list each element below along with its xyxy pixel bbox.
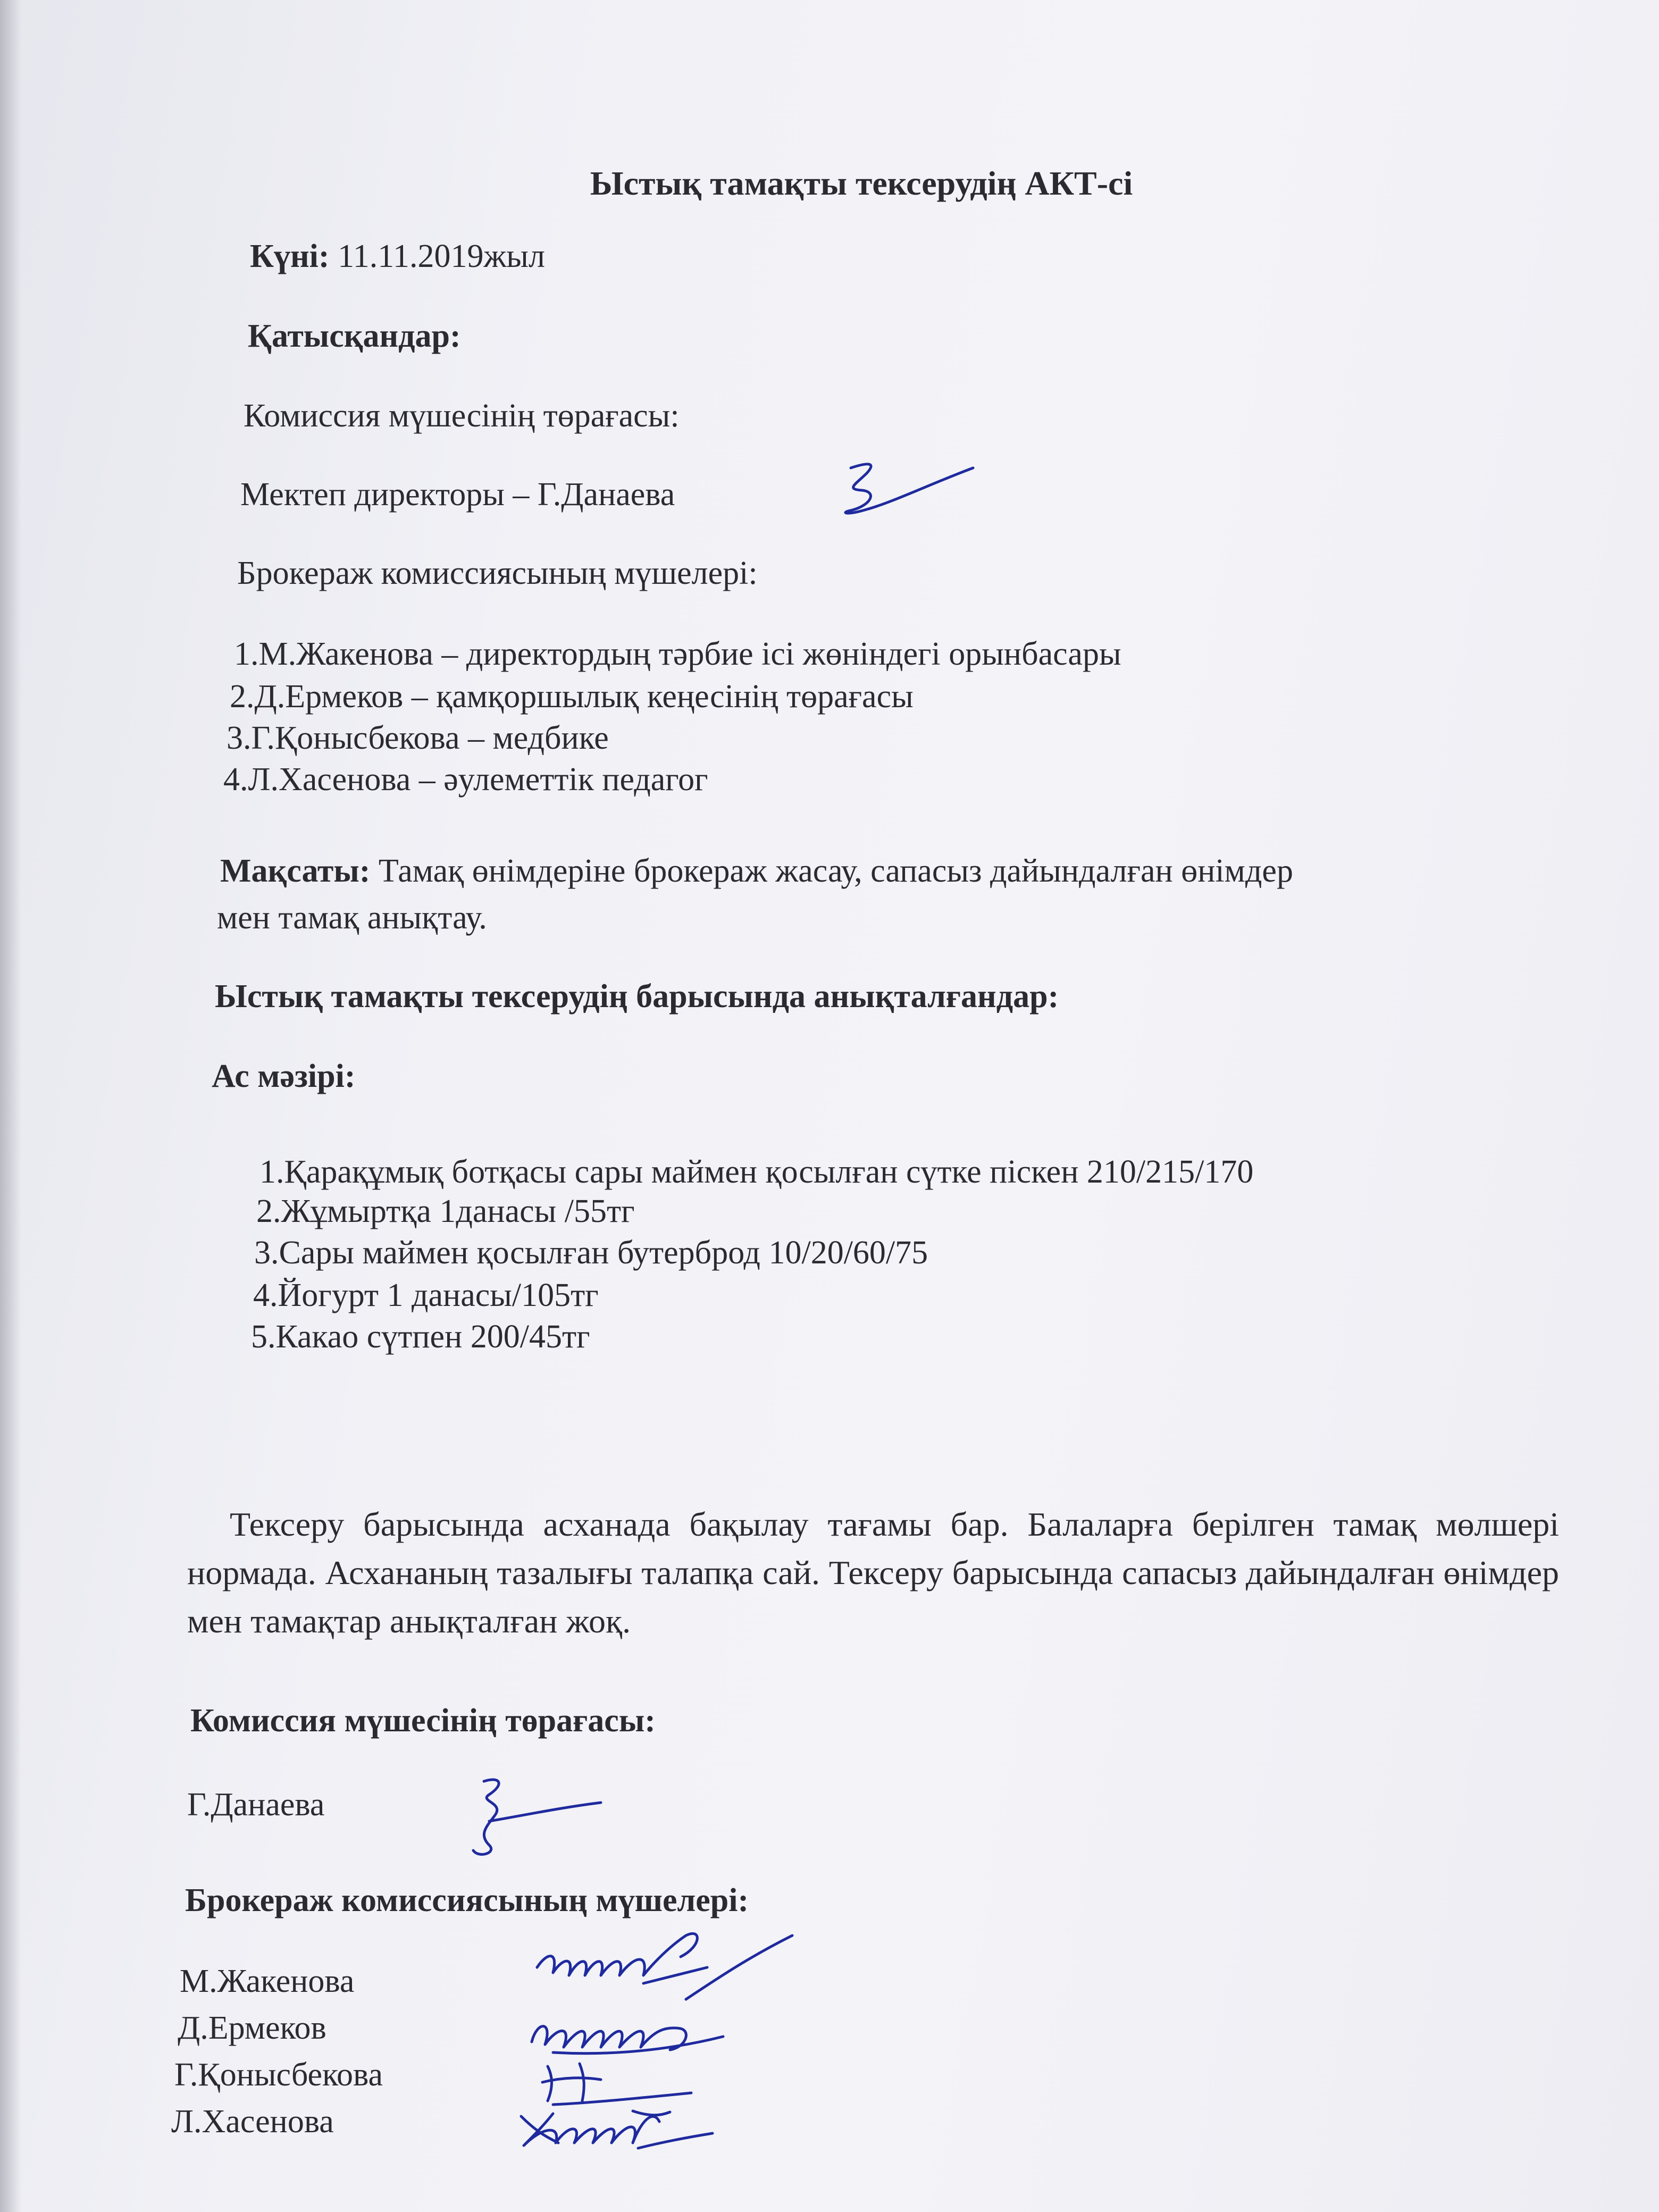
member-4: 4.Л.Хасенова – әулеметтік педагог (223, 761, 708, 798)
conclusion-paragraph: Тексеру барысында асханада бақылау тағамы бар. Балаларға берілген тамақ мөлшері нормада. Асхананың тазалығы талапқа сай. Тексеру барысында сапасыз дайындалған өнімдер мен тамақтар анықталған жоқ. (187, 1505, 1559, 1640)
menu-heading: Ас мәзірі: (212, 1058, 356, 1094)
page-edge-shadow (0, 0, 21, 2212)
footer-chairman-heading: Комиссия мүшесінің төрағасы: (190, 1703, 656, 1739)
menu-item-1: 1.Қарақұмық ботқасы сары маймен қосылған сүтке піскен 210/215/170 (259, 1154, 1254, 1190)
member-2-signature (521, 2005, 744, 2063)
purpose-text: Тамақ өнімдеріне брокераж жасау, сапасыз дайындалған өнімдер (370, 853, 1293, 889)
findings-heading: Ыстық тамақты тексерудің барысында анықталғандар: (215, 978, 1059, 1015)
purpose-line-2: мен тамақ анықтау. (217, 900, 487, 936)
menu-item-5: 5.Какао сүтпен 200/45тг (251, 1319, 590, 1355)
director-line: Мектеп директоры – Г.Данаева (240, 476, 675, 513)
participants-label: Қатысқандар: (248, 318, 461, 354)
purpose-line-1 (220, 853, 1293, 889)
menu-item-2: 2.Жұмыртқа 1данасы /55тг (256, 1193, 635, 1229)
menu-item-3: 3.Сары маймен қосылған бутерброд 10/20/60/75 (254, 1235, 928, 1271)
member-3: 3.Г.Қонысбекова – медбике (227, 720, 609, 756)
footer-member-3: Г.Қонысбекова (174, 2057, 383, 2093)
member-1-signature (526, 1925, 803, 2010)
purpose-label: Мақсаты: (220, 853, 371, 889)
document-title: Ыстық тамақты тексерудің АКТ-сі (590, 164, 1133, 202)
chairman-signature (457, 1771, 606, 1866)
footer-members-heading: Брокераж комиссиясының мүшелері: (185, 1882, 749, 1918)
date-line (250, 238, 545, 274)
director-signature (835, 457, 984, 526)
footer-member-4: Л.Хасенова (171, 2104, 334, 2140)
footer-chairman-name: Г.Данаева (187, 1787, 325, 1823)
footer-member-1: М.Жакенова (180, 1963, 355, 1999)
member-1: 1.М.Жакенова – директордың тәрбие ісі жөніндегі орынбасары (234, 636, 1121, 672)
member-2: 2.Д.Ермеков – қамқоршылық кеңесінің төрағасы (230, 678, 914, 715)
date-value: 11.11.2019жыл (329, 238, 545, 274)
date-label: Күні: (250, 238, 330, 274)
menu-item-4: 4.Йогурт 1 данасы/105тг (253, 1277, 599, 1313)
chairman-role: Комиссия мүшесінің төрағасы: (244, 398, 680, 434)
members-heading: Брокераж комиссиясының мүшелері: (237, 555, 758, 591)
footer-member-2: Д.Ермеков (178, 2010, 326, 2046)
member-4-signature (510, 2100, 734, 2159)
